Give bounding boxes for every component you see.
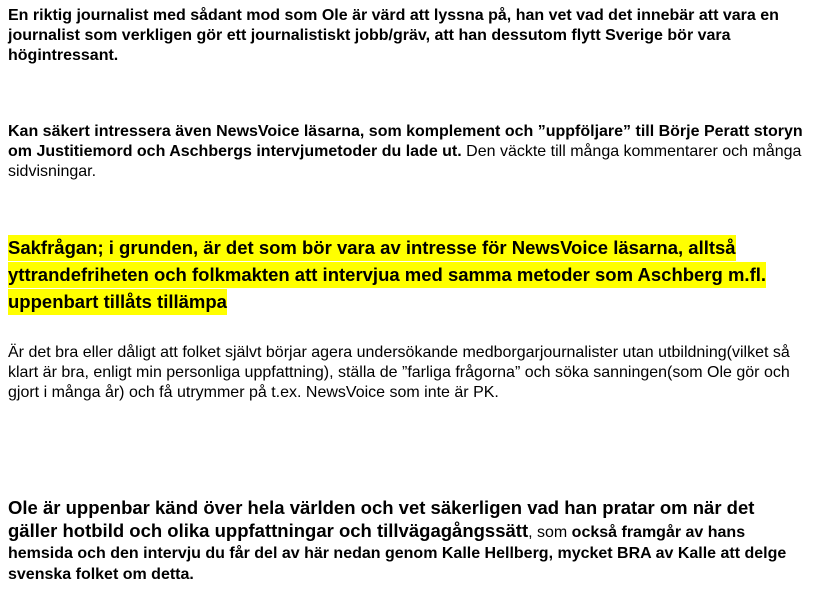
- highlighted-text: Sakfrågan; i grunden, är det som bör vara av intresse för NewsVoice läsarna, alltså yttrandefriheten och folkmakten att intervjua med samma metoder som Aschberg m.fl. uppenbart tillåts tillämpa: [8, 235, 766, 315]
- paragraph-intro: En riktig journalist med sådant mod som Ole är värd att lyssna på, han vet vad det innebär att vara en journalist som verkligen gör ett journalistiskt jobb/gräv, att han dessutom flytt Sverige bör vara högintressant.: [8, 7, 779, 64]
- paragraph-highlighted: [8, 234, 808, 315]
- paragraph-ole-comma: , som: [528, 524, 568, 541]
- paragraph-ole: [8, 497, 808, 585]
- paragraph-ole-rest: också framgår av hans hemsida och den intervju du får del av här nedan genom Kalle Hellberg, mycket BRA av Kalle att delge svenska folket om detta.: [8, 524, 787, 583]
- paragraph-newsvoice-bold: Kan säkert intressera även NewsVoice läsarna, som komplement och ”uppföljare” till Börje Peratt storyn om Justitiemord och Aschbergs intervjumetoder du lade ut.: [8, 123, 803, 160]
- paragraph-newsvoice: [8, 122, 808, 182]
- paragraph-ole-large: Ole är uppenbar känd över hela världen och vet säkerligen vad han pratar om när det gäller hotbild och olika uppfattningar och tillvägagångssätt: [8, 497, 755, 541]
- paragraph-newsvoice-regular: Den väckte till många kommentarer och många sidvisningar.: [8, 143, 802, 180]
- paragraph-question: Är det bra eller dåligt att folket självt börjar agera undersökande medborgarjournalister utan utbildning(vilket så klart är bra, enligt min personliga uppfattning), ställa de ”farliga frågorna” och söka sanningen(som Ole gör och gjort i många år) och få utrymmer på t.ex. NewsVoice som inte är PK.: [8, 344, 790, 401]
